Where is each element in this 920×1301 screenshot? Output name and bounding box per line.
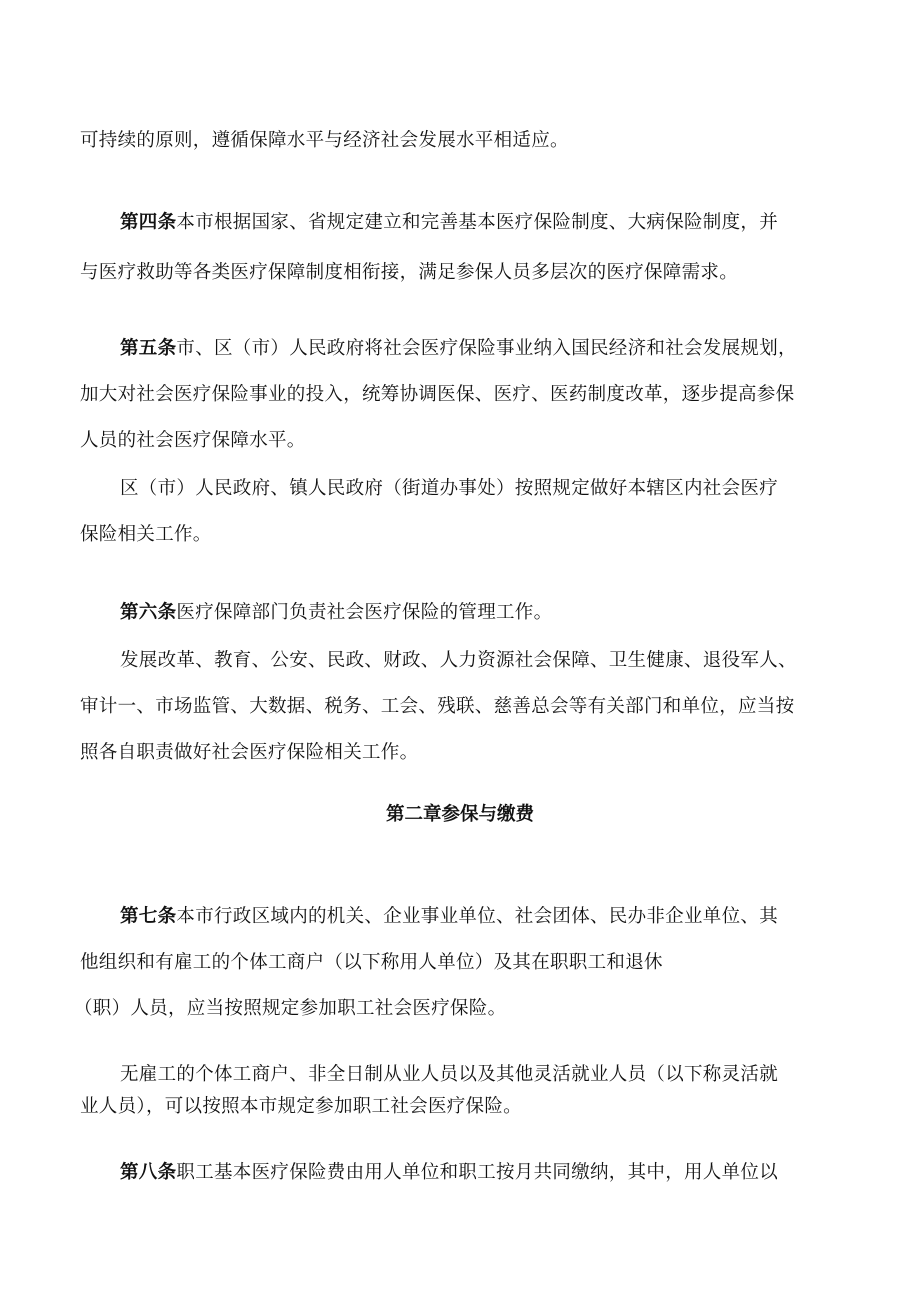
article-7-line-1 (120, 904, 778, 930)
chapter-heading: 第二章参保与缴费 (385, 804, 534, 825)
article-5-title: 第五条 (120, 338, 177, 359)
article-8-text: 职工基本医疗保险费由用人单位和职工按月共同缴纳，其中，用人单位以 (176, 1162, 779, 1183)
article-5-line-3: 人员的社会医疗保障水平。 (80, 430, 306, 451)
article-5-line-2: 加大对社会医疗保险事业的投入，统筹协调医保、医疗、医药制度改革，逐步提高参保 (80, 384, 795, 405)
article-8-title: 第八条 (120, 1162, 177, 1183)
article-7-para-2-line-2: 业人员），可以按照本市规定参加职工社会医疗保险。 (80, 1096, 522, 1117)
article-5-para-2-line-1: 区（市）人民政府、镇人民政府（街道办事处）按照规定做好本辖区内社会医疗 (120, 478, 779, 499)
article-6-para-2-line-1: 发展改革、教育、公安、民政、财政、人力资源社会保障、卫生健康、退役军人、 (120, 650, 797, 671)
article-4-line-1 (120, 210, 778, 236)
article-5-text: 市、区（市）人民政府将社会医疗保险事业纳入国民经济和社会发展规划， (176, 338, 797, 359)
article-7-line-3: （职）人员，应当按照规定参加职工社会医疗保险。 (74, 998, 507, 1019)
paragraph-line: 可持续的原则，遵循保障水平与经济社会发展水平相适应。 (80, 130, 569, 151)
article-6-title: 第六条 (120, 602, 177, 623)
article-7-title: 第七条 (120, 906, 177, 927)
article-7-text: 本市行政区域内的机关、企业事业单位、社会团体、民办非企业单位、其 (176, 906, 779, 927)
article-6-para-2-line-2: 审计一、市场监管、大数据、税务、工会、残联、慈善总会等有关部门和单位，应当按 (80, 696, 795, 717)
article-6-para-2-line-3: 照各自职责做好社会医疗保险相关工作。 (80, 742, 419, 763)
article-4-text: 本市根据国家、省规定建立和完善基本医疗保险制度、大病保险制度，并 (176, 212, 779, 233)
article-7-para-2-line-1: 无雇工的个体工商户、非全日制从业人员以及其他灵活就业人员（以下称灵活就 (120, 1064, 779, 1085)
article-4-line-2: 与医疗救助等各类医疗保障制度相衔接，满足参保人员多层次的医疗保障需求。 (80, 262, 739, 283)
article-5-para-2-line-2: 保险相关工作。 (80, 524, 212, 545)
article-8-line-1 (120, 1160, 778, 1186)
article-6-line-1 (120, 600, 552, 626)
article-7-line-2: 他组织和有雇工的个体工商户（以下称用人单位）及其在职职工和退休 (80, 952, 663, 973)
article-5-line-1 (120, 336, 797, 362)
article-6-text: 医疗保障部门负责社会医疗保险的管理工作。 (176, 602, 553, 623)
article-4-title: 第四条 (120, 212, 177, 233)
